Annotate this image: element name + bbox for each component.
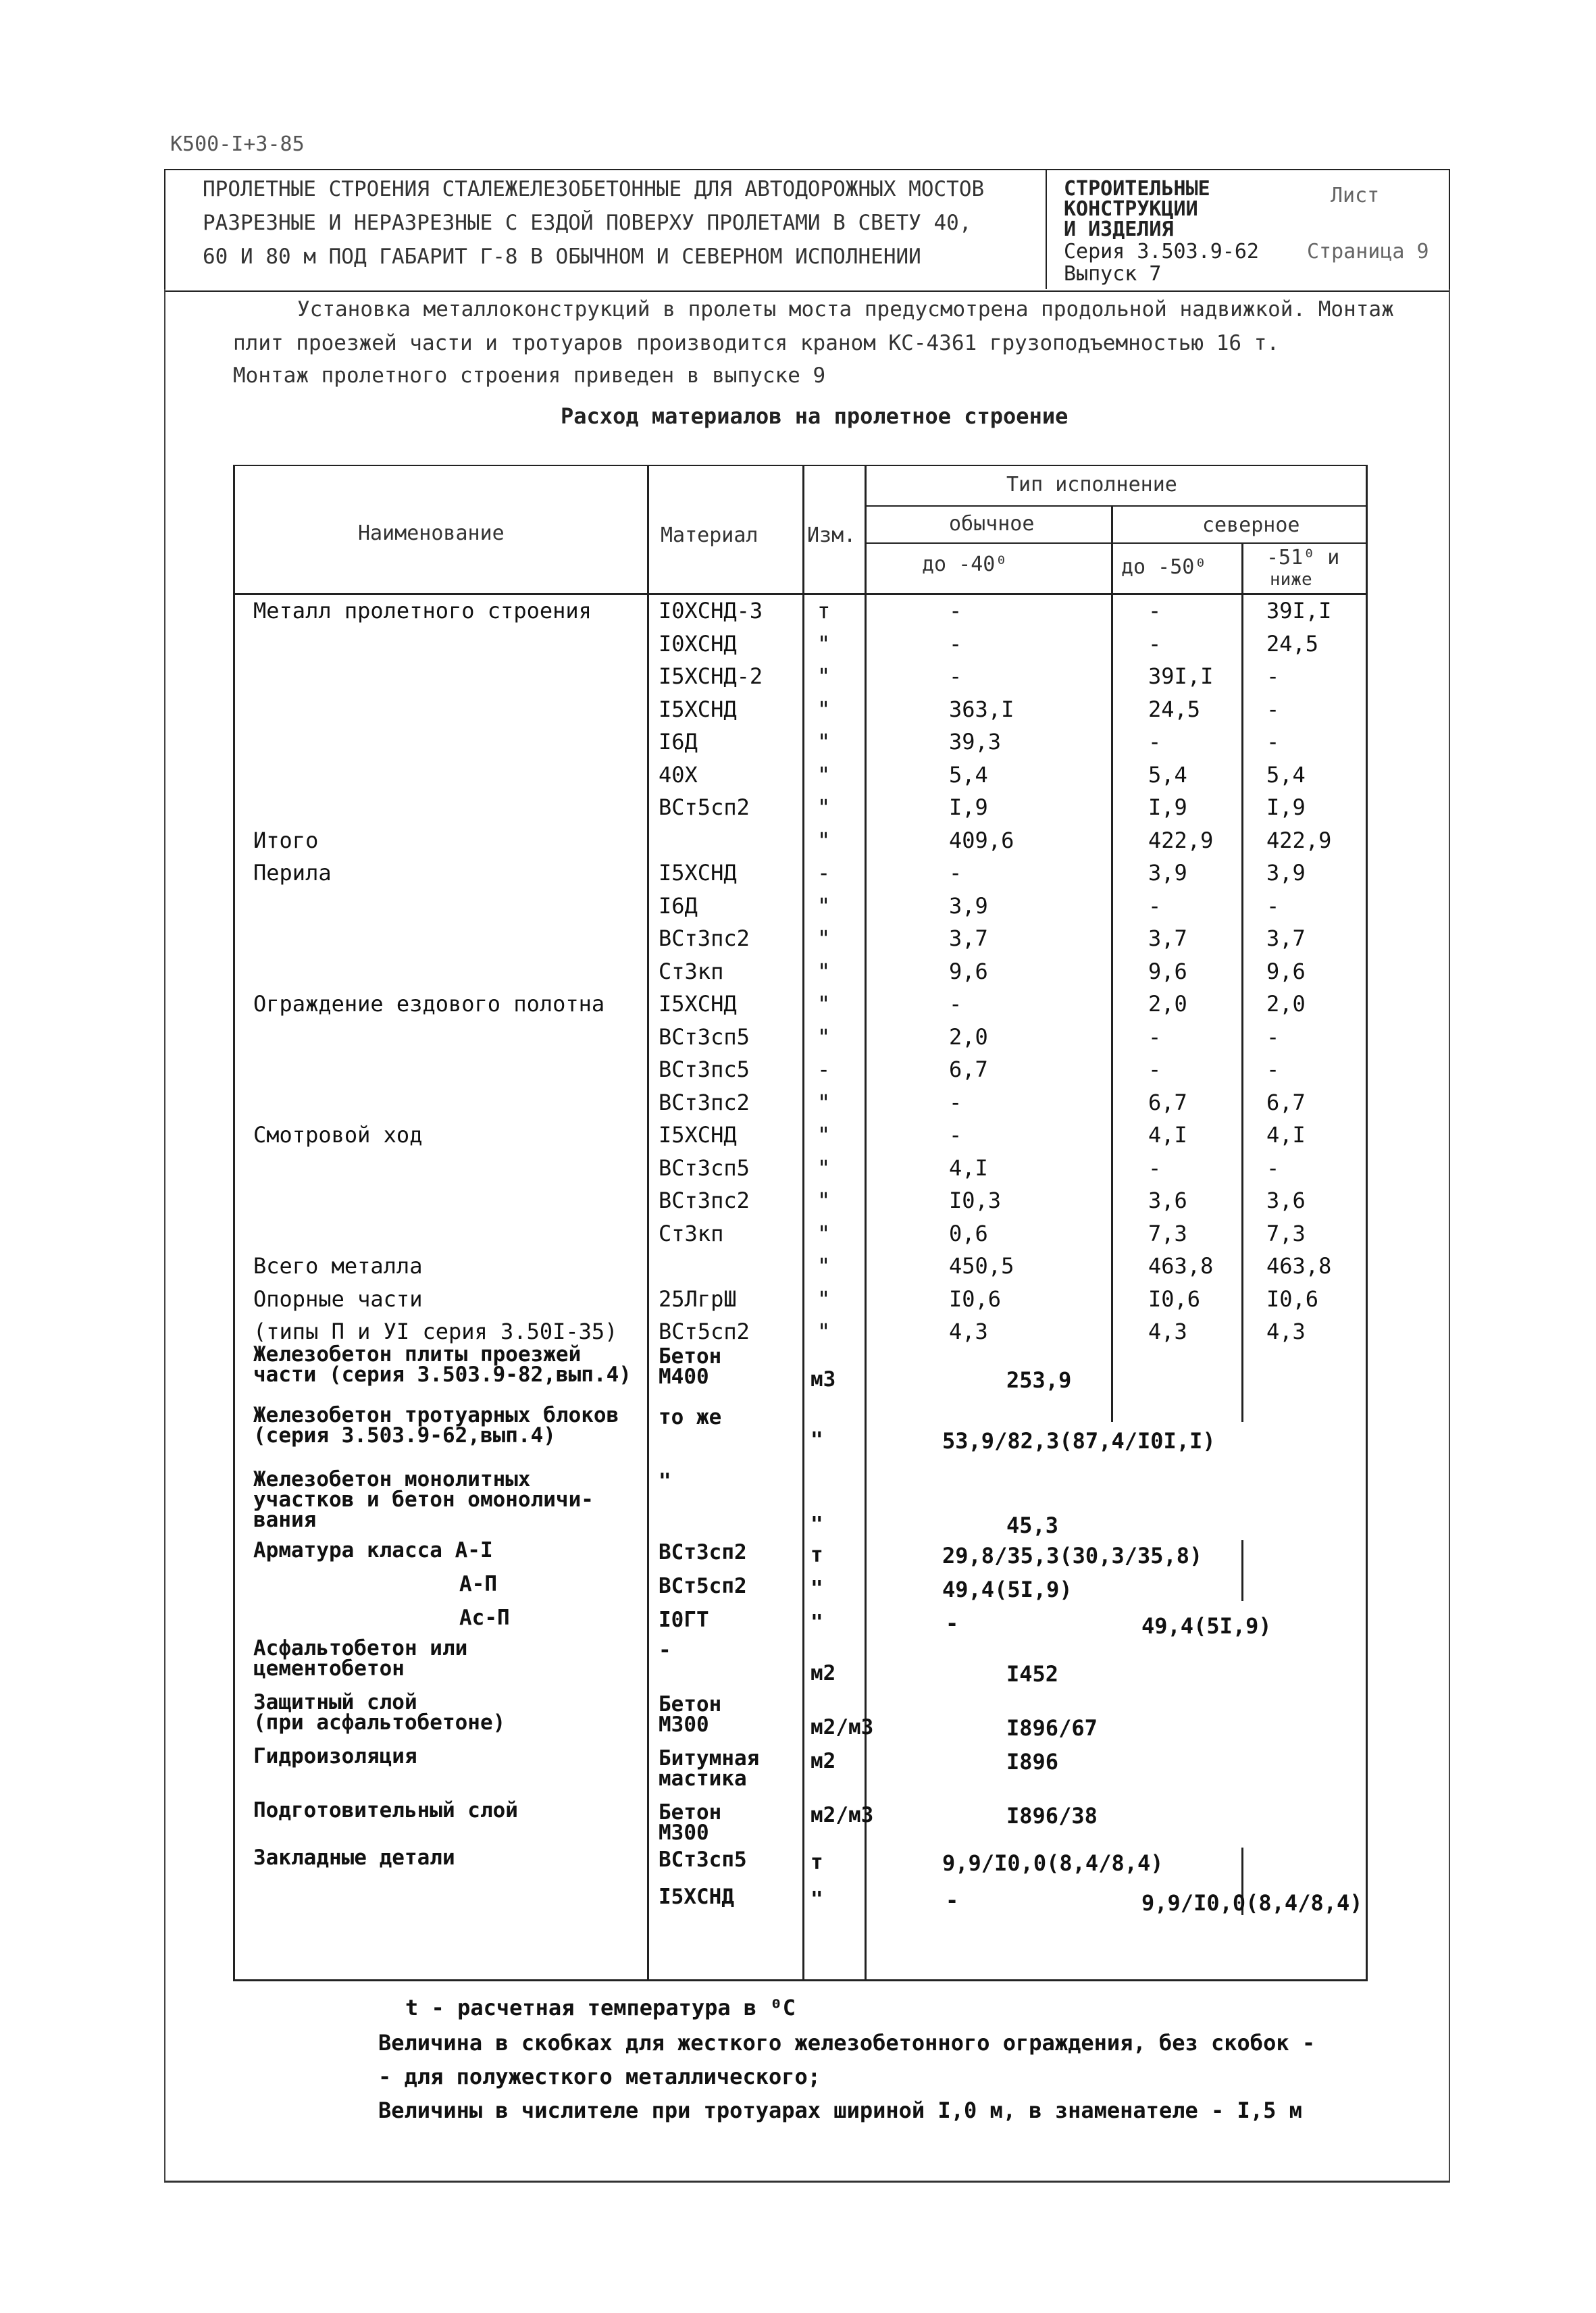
- row2-material: -: [659, 1638, 671, 1662]
- row2-unit: ": [810, 1513, 823, 1537]
- row-unit: ": [817, 1090, 831, 1115]
- row2-material: ВСт3сп2: [659, 1540, 747, 1565]
- header-northern: северное: [1202, 513, 1300, 537]
- row2-name: Арматура класса А-I: [253, 1538, 493, 1562]
- row2-material: мастика: [659, 1766, 747, 1791]
- row-value-ordinary-40: -: [949, 1090, 962, 1115]
- row-material: I0ХСНД: [659, 631, 737, 657]
- row-material: ВСт3сп5: [659, 1024, 750, 1050]
- row-value-ordinary-40: -: [949, 631, 962, 657]
- row2-material: М300: [659, 1712, 709, 1737]
- row-unit: ": [817, 762, 831, 788]
- row-material: ВСт3сп5: [659, 1155, 750, 1181]
- series-title-3: И ИЗДЕЛИЯ: [1064, 218, 1174, 241]
- row-value-ordinary-40: 450,5: [949, 1253, 1014, 1279]
- row2-material: то же: [659, 1405, 722, 1429]
- title-block-divider: [1046, 169, 1047, 289]
- row-value-northern-50: 24,5: [1148, 696, 1201, 722]
- row-value-northern-51: 463,8: [1266, 1253, 1332, 1279]
- row-value-ordinary-40: -: [949, 860, 962, 886]
- note-brackets-2: - для полужесткого металлического;: [378, 2064, 821, 2089]
- row-material: I6Д: [659, 729, 698, 755]
- row-value-ordinary-40: -: [949, 663, 962, 689]
- row-unit: ": [817, 1188, 831, 1213]
- row2-material: Битумная: [659, 1746, 760, 1771]
- row-value-northern-51: -: [1266, 729, 1280, 755]
- row-value-ordinary-40: -: [949, 1122, 962, 1148]
- row2-name: цементобетон: [253, 1656, 405, 1681]
- header-unit: Изм.: [807, 524, 856, 547]
- row-material: ВСт3пс2: [659, 1090, 750, 1115]
- header-temp-51-below: ниже: [1270, 569, 1312, 590]
- row-value-northern-50: -: [1148, 598, 1162, 624]
- col-line-unit: [802, 465, 804, 1981]
- row2-name: Асфальтобетон или: [253, 1636, 468, 1660]
- row-value-ordinary-40: 3,9: [949, 893, 988, 919]
- row-value-northern-51: 2,0: [1266, 991, 1306, 1017]
- row2-unit: ": [810, 1428, 823, 1452]
- row2-value: I452: [1006, 1661, 1059, 1687]
- row-value-ordinary-40: 39,3: [949, 729, 1002, 755]
- row2-value: 29,8/35,3(30,3/35,8): [942, 1543, 1203, 1569]
- row-value-northern-51: -: [1266, 696, 1280, 722]
- row-value-ordinary-40: 363,I: [949, 696, 1014, 722]
- series-title-1: СТРОИТЕЛЬНЫЕ: [1064, 177, 1210, 201]
- row-value-ordinary-40: 5,4: [949, 762, 988, 788]
- row-unit: ": [817, 828, 831, 853]
- row-value-northern-51: -: [1266, 893, 1280, 919]
- row-unit: -: [817, 860, 831, 886]
- row2-material: ВСт3сп5: [659, 1848, 747, 1872]
- header-ordinary: обычное: [949, 512, 1035, 536]
- row-material: 40Х: [659, 762, 698, 788]
- row2-name: (серия 3.503.9-62,вып.4): [253, 1423, 556, 1448]
- row2-unit: м2: [810, 1661, 836, 1685]
- row-value-northern-50: 6,7: [1148, 1090, 1187, 1115]
- row-value-ordinary-40: I0,3: [949, 1188, 1002, 1213]
- note-brackets-1: Величина в скобках для жесткого железобетонного ограждения, без скобок -: [378, 2030, 1316, 2056]
- row-material: Ст3кп: [659, 1221, 724, 1246]
- intro-line-1: Установка металлоконструкций в пролеты моста предусмотрена продольной надвижкой. Монтаж: [297, 297, 1394, 322]
- series-number: Серия 3.503.9-62: [1064, 240, 1259, 263]
- row2-material: ВСт5сп2: [659, 1574, 747, 1598]
- col-line-north1: [1111, 507, 1113, 1422]
- row2-name: вания: [253, 1508, 317, 1532]
- row-value-northern-50: 9,6: [1148, 959, 1187, 984]
- row-value-northern-51: 6,7: [1266, 1090, 1306, 1115]
- row-value-ordinary-40: 0,6: [949, 1221, 988, 1246]
- row-name: (типы П и УI серия 3.50I-35): [253, 1319, 618, 1344]
- row-material: ВСт3пс5: [659, 1057, 750, 1082]
- row-value-ordinary-40: 3,7: [949, 925, 988, 951]
- row-material: I5ХСНД-2: [659, 663, 763, 689]
- row-value-northern-51: 5,4: [1266, 762, 1306, 788]
- row-name: Ограждение ездового полотна: [253, 991, 605, 1017]
- series-title-2: КОНСТРУКЦИИ: [1064, 197, 1198, 221]
- row2-material: Бетон: [659, 1344, 722, 1369]
- note-fraction: Величины в числителе при тротуарах шириной I,0 м, в знаменателе - I,5 м: [378, 2098, 1302, 2123]
- row-value-northern-50: 463,8: [1148, 1253, 1214, 1279]
- row2-name: А-П: [459, 1572, 497, 1596]
- row-value-northern-51: 4,I: [1266, 1122, 1306, 1148]
- row-name: Смотровой ход: [253, 1122, 423, 1148]
- header-material: Материал: [661, 524, 758, 547]
- col-line-values: [865, 465, 867, 1981]
- row2-material: ": [659, 1469, 671, 1494]
- row2-name: Ас-П: [459, 1606, 510, 1630]
- row-value-northern-50: 5,4: [1148, 762, 1187, 788]
- row2-unit: т: [810, 1850, 823, 1875]
- row-value-ordinary-40: 6,7: [949, 1057, 988, 1082]
- row-material: I5ХСНД: [659, 696, 737, 722]
- row-value-northern-51: -: [1266, 1057, 1280, 1082]
- header-bottom-line: [233, 593, 1368, 595]
- row-material: ВСт3пс2: [659, 1188, 750, 1213]
- row-value-northern-51: 39I,I: [1266, 598, 1332, 624]
- row2-name: Гидроизоляция: [253, 1744, 417, 1769]
- row2-name: Подготовительный слой: [253, 1798, 518, 1823]
- row2-unit: м3: [810, 1367, 836, 1392]
- row-unit: ": [817, 991, 831, 1017]
- row2-value: I896: [1006, 1749, 1059, 1775]
- row2-unit: м2/м3: [810, 1803, 874, 1827]
- row-name: Итого: [253, 828, 319, 853]
- row-unit: ": [817, 631, 831, 657]
- row-value-northern-51: 4,3: [1266, 1319, 1306, 1344]
- row-material: I5ХСНД: [659, 1122, 737, 1148]
- row-value-ordinary-40: 9,6: [949, 959, 988, 984]
- row-material: ВСт3пс2: [659, 925, 750, 951]
- row2-name: Закладные детали: [253, 1846, 455, 1870]
- row2-material: М300: [659, 1821, 709, 1845]
- row-value-northern-50: -: [1148, 1024, 1162, 1050]
- row-value-ordinary-40: -: [949, 598, 962, 624]
- note-temperature: t - расчетная температура в ⁰С: [405, 1995, 796, 2020]
- row-value-northern-50: 4,I: [1148, 1122, 1187, 1148]
- row2-name: участков и бетон омоноличи-: [253, 1488, 594, 1512]
- row-value-northern-51: 422,9: [1266, 828, 1332, 853]
- header-type: Тип исполнение: [1006, 473, 1177, 497]
- row-value-northern-51: -: [1266, 663, 1280, 689]
- row2-name: Железобетон плиты проезжей: [253, 1342, 582, 1367]
- row2-name: Железобетон тротуарных блоков: [253, 1403, 619, 1427]
- row-unit: ": [817, 1286, 831, 1312]
- row2-material: I0ГТ: [659, 1608, 709, 1632]
- issue-number: Выпуск 7: [1064, 262, 1162, 286]
- col-line-north2: [1241, 544, 1243, 1422]
- row-value-northern-50: -: [1148, 1057, 1162, 1082]
- row-material: I6Д: [659, 893, 698, 919]
- row-unit: -: [817, 1057, 831, 1082]
- row-value-northern-51: -: [1266, 1024, 1280, 1050]
- row2-material: М400: [659, 1365, 709, 1389]
- row-value-northern-50: 39I,I: [1148, 663, 1214, 689]
- row-name: Всего металла: [253, 1253, 423, 1279]
- row2-unit: ": [810, 1887, 823, 1912]
- row-value-northern-50: 7,3: [1148, 1221, 1187, 1246]
- row-value-northern-50: -: [1148, 631, 1162, 657]
- table-caption: Расход материалов на пролетное строение: [561, 403, 1069, 429]
- row-value-ordinary-40: I0,6: [949, 1286, 1002, 1312]
- row2-name: части (серия 3.503.9-82,вып.4): [253, 1363, 632, 1387]
- row-material: ВСт5сп2: [659, 1319, 750, 1344]
- row-material: 25ЛгрШ: [659, 1286, 737, 1312]
- row-value-northern-50: 3,6: [1148, 1188, 1187, 1213]
- header-temp-40: до -40⁰: [922, 553, 1008, 576]
- row2-value: 253,9: [1006, 1367, 1072, 1393]
- header-temp-51: -51⁰ и: [1266, 546, 1340, 569]
- title-line-3: 60 И 80 м ПОД ГАБАРИТ Г-8 В ОБЫЧНОМ И СЕВЕРНОМ ИСПОЛНЕНИИ: [203, 245, 921, 269]
- row-unit: ": [817, 893, 831, 919]
- row-value-northern-50: 422,9: [1148, 828, 1214, 853]
- row-name: Металл пролетного строения: [253, 598, 592, 624]
- row2-value: -: [946, 1610, 959, 1636]
- row-value-northern-51: 7,3: [1266, 1221, 1306, 1246]
- document-code: К500-I+3-85: [170, 132, 305, 156]
- row2-value: 53,9/82,3(87,4/I0I,I): [942, 1428, 1216, 1454]
- row-name: Перила: [253, 860, 332, 886]
- row2-unit: ": [810, 1577, 823, 1601]
- row-value-northern-50: 4,3: [1148, 1319, 1187, 1344]
- row-value-northern-50: -: [1148, 729, 1162, 755]
- row-material: I5ХСНД: [659, 991, 737, 1017]
- row2-unit: т: [810, 1543, 823, 1567]
- row-value-northern-50: I0,6: [1148, 1286, 1201, 1312]
- row-value-northern-50: 3,9: [1148, 860, 1187, 886]
- intro-line-3: Монтаж пролетного строения приведен в выпуске 9: [233, 363, 826, 388]
- row2-value: -: [946, 1887, 959, 1913]
- row-unit: ": [817, 1221, 831, 1246]
- row2-name: Защитный слой: [253, 1690, 417, 1714]
- row-unit: ": [817, 1253, 831, 1279]
- row-value-northern-51: 24,5: [1266, 631, 1319, 657]
- row-value-northern-51: 3,7: [1266, 925, 1306, 951]
- row2-value-northern: 9,9/I0,0(8,4/8,4): [1141, 1890, 1363, 1916]
- row2-material: I5ХСНД: [659, 1885, 734, 1909]
- row-value-northern-50: I,9: [1148, 794, 1187, 820]
- row-unit: т: [817, 598, 831, 624]
- row-value-northern-51: 3,9: [1266, 860, 1306, 886]
- row-unit: ": [817, 1122, 831, 1148]
- row-value-ordinary-40: 4,I: [949, 1155, 988, 1181]
- row-unit: ": [817, 1319, 831, 1344]
- row2-value: 49,4(5I,9): [942, 1577, 1073, 1602]
- row-value-northern-51: 9,6: [1266, 959, 1306, 984]
- col-line-material: [647, 465, 649, 1981]
- page-label: Страница 9: [1307, 240, 1429, 263]
- row-value-northern-51: I0,6: [1266, 1286, 1319, 1312]
- row-unit: ": [817, 959, 831, 984]
- row-unit: ": [817, 729, 831, 755]
- row-unit: ": [817, 925, 831, 951]
- row-unit: ": [817, 1024, 831, 1050]
- row2-name: (при асфальтобетоне): [253, 1710, 506, 1735]
- row-value-northern-50: -: [1148, 1155, 1162, 1181]
- row-value-northern-51: I,9: [1266, 794, 1306, 820]
- row2-unit: ": [810, 1610, 823, 1635]
- row2-unit: м2: [810, 1749, 836, 1773]
- row-value-ordinary-40: -: [949, 991, 962, 1017]
- title-line-2: РАЗРЕЗНЫЕ И НЕРАЗРЕЗНЫЕ С ЕЗДОЙ ПОВЕРХУ ПРОЛЕТАМИ В СВЕТУ 40,: [203, 211, 972, 235]
- row-value-ordinary-40: I,9: [949, 794, 988, 820]
- title-line-1: ПРОЛЕТНЫЕ СТРОЕНИЯ СТАЛЕЖЕЛЕЗОБЕТОННЫЕ ДЛЯ АВТОДОРОЖНЫХ МОСТОВ: [203, 177, 985, 201]
- row2-value: 9,9/I0,0(8,4/8,4): [942, 1850, 1164, 1876]
- row-value-ordinary-40: 4,3: [949, 1319, 988, 1344]
- row2-material: Бетон: [659, 1800, 722, 1825]
- row-value-ordinary-40: 2,0: [949, 1024, 988, 1050]
- row-value-northern-51: -: [1266, 1155, 1280, 1181]
- row2-material: Бетон: [659, 1692, 722, 1717]
- row-unit: ": [817, 696, 831, 722]
- row-material: Ст3кп: [659, 959, 724, 984]
- row-value-northern-50: -: [1148, 893, 1162, 919]
- row-name: Опорные части: [253, 1286, 423, 1312]
- sheet-label: Лист: [1331, 184, 1380, 207]
- row-value-northern-51: 3,6: [1266, 1188, 1306, 1213]
- header-temp-50: до -50⁰: [1121, 555, 1207, 579]
- row2-name: Железобетон монолитных: [253, 1467, 531, 1492]
- row-unit: ": [817, 794, 831, 820]
- row2-unit: м2/м3: [810, 1715, 874, 1739]
- row-material: I5ХСНД: [659, 860, 737, 886]
- row-material: ВСт5сп2: [659, 794, 750, 820]
- intro-line-2: плит проезжей части и тротуаров производится краном КС-4361 грузоподъемностью 16 т.: [233, 331, 1280, 355]
- row2-value: 45,3: [1006, 1513, 1059, 1538]
- row2-value: I896/38: [1006, 1803, 1098, 1829]
- header-name: Наименование: [358, 522, 505, 545]
- row-unit: ": [817, 1155, 831, 1181]
- row-unit: ": [817, 663, 831, 689]
- row2-value: I896/67: [1006, 1715, 1098, 1741]
- row-material: I0ХСНД-3: [659, 598, 763, 624]
- row2-value-northern: 49,4(5I,9): [1141, 1613, 1272, 1639]
- row-value-northern-50: 3,7: [1148, 925, 1187, 951]
- row-value-northern-50: 2,0: [1148, 991, 1187, 1017]
- row-value-ordinary-40: 409,6: [949, 828, 1014, 853]
